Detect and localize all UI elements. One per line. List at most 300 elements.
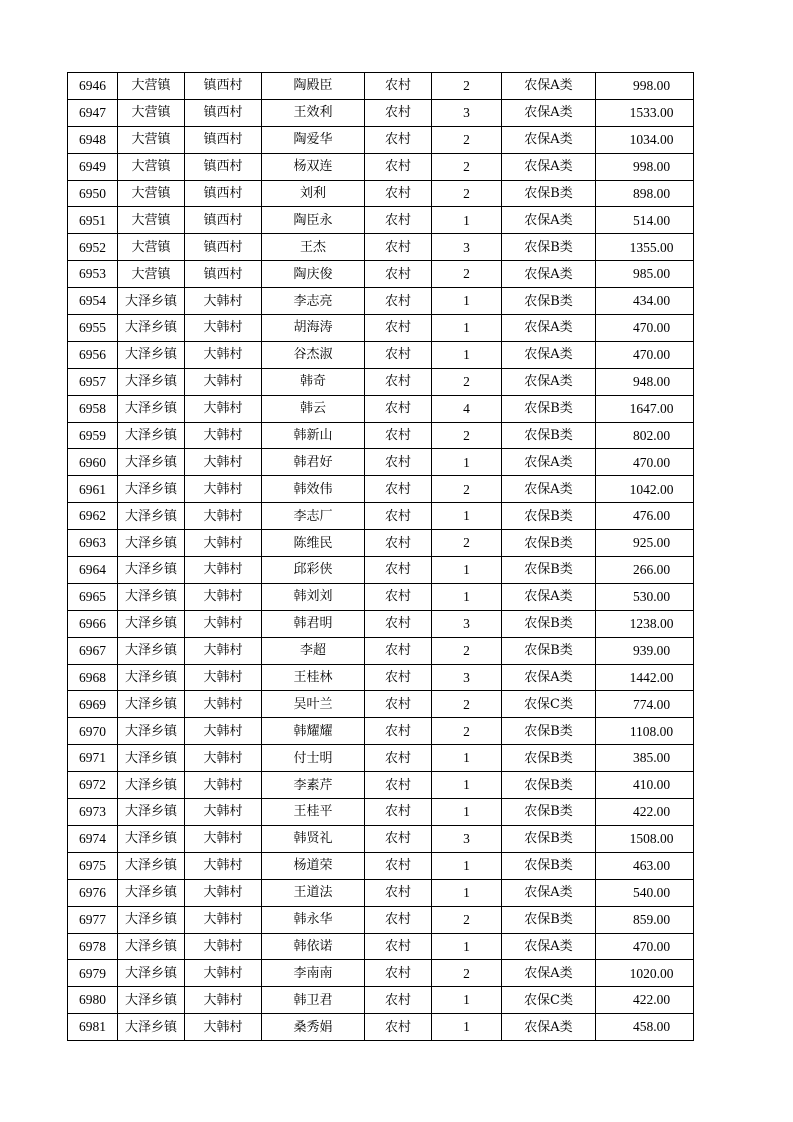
person-name-cell: 杨道荣 [262,852,365,879]
person-name-cell: 王桂平 [262,799,365,826]
row-id-cell: 6958 [68,395,118,422]
household-count-cell: 1 [432,745,502,772]
household-count-cell: 2 [432,960,502,987]
row-id-cell: 6974 [68,825,118,852]
table-row [68,476,694,503]
person-name-cell: 王桂林 [262,664,365,691]
row-id-cell: 6946 [68,73,118,100]
row-id-cell: 6980 [68,987,118,1014]
table-row [68,503,694,530]
village-cell: 大韩村 [185,341,262,368]
category-cell: 农保B类 [502,503,596,530]
town-cell: 大泽乡镇 [118,799,185,826]
row-id-cell: 6949 [68,153,118,180]
village-cell: 大韩村 [185,503,262,530]
household-count-cell: 1 [432,288,502,315]
amount-cell: 1355.00 [596,234,694,261]
person-name-cell: 李志厂 [262,503,365,530]
person-name-cell: 胡海涛 [262,315,365,342]
town-cell: 大泽乡镇 [118,530,185,557]
household-count-cell: 1 [432,341,502,368]
amount-cell: 540.00 [596,879,694,906]
category-cell: 农保B类 [502,637,596,664]
area-type-cell: 农村 [365,664,432,691]
town-cell: 大营镇 [118,126,185,153]
person-name-cell: 王杰 [262,234,365,261]
town-cell: 大营镇 [118,261,185,288]
village-cell: 大韩村 [185,288,262,315]
category-cell: 农保B类 [502,530,596,557]
household-count-cell: 1 [432,799,502,826]
town-cell: 大泽乡镇 [118,637,185,664]
category-cell: 农保B类 [502,557,596,584]
person-name-cell: 韩卫君 [262,987,365,1014]
person-name-cell: 韩君明 [262,610,365,637]
village-cell: 大韩村 [185,664,262,691]
row-id-cell: 6960 [68,449,118,476]
amount-cell: 774.00 [596,691,694,718]
amount-cell: 470.00 [596,341,694,368]
table-row [68,825,694,852]
village-cell: 大韩村 [185,825,262,852]
category-cell: 农保B类 [502,288,596,315]
area-type-cell: 农村 [365,153,432,180]
person-name-cell: 桑秀娟 [262,1014,365,1041]
household-count-cell: 3 [432,99,502,126]
town-cell: 大泽乡镇 [118,852,185,879]
town-cell: 大泽乡镇 [118,368,185,395]
town-cell: 大泽乡镇 [118,691,185,718]
table-row [68,234,694,261]
amount-cell: 1238.00 [596,610,694,637]
table-row [68,449,694,476]
area-type-cell: 农村 [365,718,432,745]
town-cell: 大泽乡镇 [118,960,185,987]
town-cell: 大泽乡镇 [118,610,185,637]
row-id-cell: 6973 [68,799,118,826]
area-type-cell: 农村 [365,99,432,126]
area-type-cell: 农村 [365,476,432,503]
person-name-cell: 陈维民 [262,530,365,557]
household-count-cell: 2 [432,530,502,557]
village-cell: 大韩村 [185,583,262,610]
table-row [68,180,694,207]
category-cell: 农保C类 [502,987,596,1014]
town-cell: 大营镇 [118,73,185,100]
row-id-cell: 6952 [68,234,118,261]
household-count-cell: 1 [432,772,502,799]
table-row [68,315,694,342]
category-cell: 农保B类 [502,422,596,449]
table-row [68,960,694,987]
table-row [68,557,694,584]
amount-cell: 1108.00 [596,718,694,745]
amount-cell: 1508.00 [596,825,694,852]
table-row [68,583,694,610]
table-row [68,906,694,933]
household-count-cell: 1 [432,207,502,234]
household-count-cell: 2 [432,476,502,503]
household-count-cell: 2 [432,422,502,449]
row-id-cell: 6966 [68,610,118,637]
village-cell: 大韩村 [185,422,262,449]
area-type-cell: 农村 [365,180,432,207]
household-count-cell: 2 [432,368,502,395]
row-id-cell: 6950 [68,180,118,207]
row-id-cell: 6979 [68,960,118,987]
household-count-cell: 2 [432,180,502,207]
row-id-cell: 6978 [68,933,118,960]
table-row [68,610,694,637]
row-id-cell: 6956 [68,341,118,368]
row-id-cell: 6970 [68,718,118,745]
amount-cell: 410.00 [596,772,694,799]
amount-cell: 1533.00 [596,99,694,126]
table-row [68,73,694,100]
category-cell: 农保B类 [502,718,596,745]
town-cell: 大泽乡镇 [118,288,185,315]
town-cell: 大泽乡镇 [118,1014,185,1041]
area-type-cell: 农村 [365,745,432,772]
category-cell: 农保B类 [502,799,596,826]
beneficiary-table [67,72,694,1041]
town-cell: 大泽乡镇 [118,583,185,610]
table-row [68,637,694,664]
person-name-cell: 韩贤礼 [262,825,365,852]
row-id-cell: 6971 [68,745,118,772]
village-cell: 镇西村 [185,261,262,288]
village-cell: 大韩村 [185,799,262,826]
amount-cell: 470.00 [596,933,694,960]
household-count-cell: 1 [432,315,502,342]
town-cell: 大泽乡镇 [118,315,185,342]
table-row [68,126,694,153]
table-row [68,341,694,368]
table-row [68,745,694,772]
table-row [68,1014,694,1041]
row-id-cell: 6968 [68,664,118,691]
village-cell: 大韩村 [185,395,262,422]
household-count-cell: 2 [432,906,502,933]
area-type-cell: 农村 [365,449,432,476]
amount-cell: 859.00 [596,906,694,933]
table-row [68,933,694,960]
amount-cell: 898.00 [596,180,694,207]
category-cell: 农保B类 [502,745,596,772]
category-cell: 农保B类 [502,772,596,799]
area-type-cell: 农村 [365,557,432,584]
village-cell: 大韩村 [185,691,262,718]
amount-cell: 530.00 [596,583,694,610]
village-cell: 大韩村 [185,745,262,772]
area-type-cell: 农村 [365,288,432,315]
area-type-cell: 农村 [365,799,432,826]
row-id-cell: 6953 [68,261,118,288]
row-id-cell: 6962 [68,503,118,530]
village-cell: 大韩村 [185,557,262,584]
village-cell: 镇西村 [185,126,262,153]
town-cell: 大泽乡镇 [118,879,185,906]
category-cell: 农保A类 [502,207,596,234]
area-type-cell: 农村 [365,422,432,449]
town-cell: 大泽乡镇 [118,772,185,799]
person-name-cell: 李志亮 [262,288,365,315]
person-name-cell: 杨双连 [262,153,365,180]
category-cell: 农保A类 [502,879,596,906]
category-cell: 农保A类 [502,261,596,288]
household-count-cell: 2 [432,261,502,288]
table-row [68,395,694,422]
person-name-cell: 陶殿臣 [262,73,365,100]
person-name-cell: 韩君好 [262,449,365,476]
amount-cell: 470.00 [596,315,694,342]
row-id-cell: 6976 [68,879,118,906]
amount-cell: 1042.00 [596,476,694,503]
amount-cell: 514.00 [596,207,694,234]
village-cell: 镇西村 [185,153,262,180]
row-id-cell: 6964 [68,557,118,584]
category-cell: 农保A类 [502,476,596,503]
person-name-cell: 陶臣永 [262,207,365,234]
village-cell: 大韩村 [185,933,262,960]
row-id-cell: 6975 [68,852,118,879]
area-type-cell: 农村 [365,530,432,557]
household-count-cell: 1 [432,879,502,906]
table-row [68,664,694,691]
town-cell: 大泽乡镇 [118,718,185,745]
row-id-cell: 6961 [68,476,118,503]
town-cell: 大泽乡镇 [118,933,185,960]
village-cell: 大韩村 [185,879,262,906]
person-name-cell: 王道法 [262,879,365,906]
area-type-cell: 农村 [365,879,432,906]
household-count-cell: 3 [432,234,502,261]
category-cell: 农保B类 [502,180,596,207]
area-type-cell: 农村 [365,906,432,933]
table-row [68,261,694,288]
town-cell: 大泽乡镇 [118,422,185,449]
amount-cell: 463.00 [596,852,694,879]
amount-cell: 1034.00 [596,126,694,153]
amount-cell: 1020.00 [596,960,694,987]
category-cell: 农保A类 [502,153,596,180]
household-count-cell: 2 [432,126,502,153]
village-cell: 大韩村 [185,637,262,664]
village-cell: 大韩村 [185,772,262,799]
amount-cell: 939.00 [596,637,694,664]
village-cell: 镇西村 [185,99,262,126]
person-name-cell: 邱彩侠 [262,557,365,584]
household-count-cell: 2 [432,718,502,745]
amount-cell: 1647.00 [596,395,694,422]
amount-cell: 998.00 [596,153,694,180]
amount-cell: 476.00 [596,503,694,530]
person-name-cell: 韩效伟 [262,476,365,503]
table-row [68,799,694,826]
category-cell: 农保C类 [502,691,596,718]
table-row [68,99,694,126]
household-count-cell: 3 [432,664,502,691]
row-id-cell: 6948 [68,126,118,153]
amount-cell: 458.00 [596,1014,694,1041]
category-cell: 农保A类 [502,315,596,342]
village-cell: 大韩村 [185,368,262,395]
table-row [68,368,694,395]
village-cell: 大韩村 [185,530,262,557]
person-name-cell: 吴叶兰 [262,691,365,718]
amount-cell: 998.00 [596,73,694,100]
area-type-cell: 农村 [365,583,432,610]
household-count-cell: 2 [432,153,502,180]
amount-cell: 802.00 [596,422,694,449]
town-cell: 大泽乡镇 [118,449,185,476]
category-cell: 农保A类 [502,449,596,476]
village-cell: 镇西村 [185,180,262,207]
table-row [68,772,694,799]
area-type-cell: 农村 [365,637,432,664]
table-row [68,288,694,315]
household-count-cell: 1 [432,583,502,610]
table-row [68,691,694,718]
person-name-cell: 谷杰淑 [262,341,365,368]
village-cell: 大韩村 [185,315,262,342]
village-cell: 大韩村 [185,610,262,637]
town-cell: 大泽乡镇 [118,825,185,852]
table-row [68,718,694,745]
area-type-cell: 农村 [365,825,432,852]
household-count-cell: 1 [432,503,502,530]
household-count-cell: 1 [432,987,502,1014]
amount-cell: 434.00 [596,288,694,315]
area-type-cell: 农村 [365,234,432,261]
category-cell: 农保A类 [502,368,596,395]
person-name-cell: 韩依诺 [262,933,365,960]
person-name-cell: 韩永华 [262,906,365,933]
person-name-cell: 李素芹 [262,772,365,799]
area-type-cell: 农村 [365,73,432,100]
row-id-cell: 6951 [68,207,118,234]
person-name-cell: 陶爱华 [262,126,365,153]
household-count-cell: 1 [432,557,502,584]
amount-cell: 985.00 [596,261,694,288]
area-type-cell: 农村 [365,207,432,234]
village-cell: 镇西村 [185,73,262,100]
area-type-cell: 农村 [365,691,432,718]
town-cell: 大泽乡镇 [118,745,185,772]
table-row [68,530,694,557]
village-cell: 大韩村 [185,476,262,503]
amount-cell: 385.00 [596,745,694,772]
household-count-cell: 2 [432,73,502,100]
category-cell: 农保B类 [502,395,596,422]
town-cell: 大营镇 [118,207,185,234]
amount-cell: 422.00 [596,987,694,1014]
area-type-cell: 农村 [365,772,432,799]
area-type-cell: 农村 [365,987,432,1014]
amount-cell: 422.00 [596,799,694,826]
amount-cell: 925.00 [596,530,694,557]
category-cell: 农保A类 [502,664,596,691]
category-cell: 农保B类 [502,825,596,852]
town-cell: 大营镇 [118,234,185,261]
town-cell: 大营镇 [118,180,185,207]
person-name-cell: 韩奇 [262,368,365,395]
row-id-cell: 6955 [68,315,118,342]
row-id-cell: 6957 [68,368,118,395]
row-id-cell: 6965 [68,583,118,610]
household-count-cell: 2 [432,691,502,718]
area-type-cell: 农村 [365,261,432,288]
area-type-cell: 农村 [365,852,432,879]
area-type-cell: 农村 [365,610,432,637]
village-cell: 镇西村 [185,207,262,234]
category-cell: 农保B类 [502,234,596,261]
table-row [68,852,694,879]
village-cell: 大韩村 [185,987,262,1014]
town-cell: 大泽乡镇 [118,664,185,691]
area-type-cell: 农村 [365,368,432,395]
amount-cell: 266.00 [596,557,694,584]
category-cell: 农保B类 [502,610,596,637]
town-cell: 大泽乡镇 [118,557,185,584]
amount-cell: 948.00 [596,368,694,395]
row-id-cell: 6969 [68,691,118,718]
village-cell: 大韩村 [185,852,262,879]
category-cell: 农保A类 [502,933,596,960]
household-count-cell: 1 [432,449,502,476]
row-id-cell: 6954 [68,288,118,315]
household-count-cell: 1 [432,933,502,960]
town-cell: 大营镇 [118,153,185,180]
area-type-cell: 农村 [365,395,432,422]
household-count-cell: 1 [432,852,502,879]
household-count-cell: 1 [432,1014,502,1041]
village-cell: 大韩村 [185,1014,262,1041]
village-cell: 大韩村 [185,718,262,745]
person-name-cell: 刘利 [262,180,365,207]
row-id-cell: 6963 [68,530,118,557]
person-name-cell: 陶庆俊 [262,261,365,288]
person-name-cell: 付士明 [262,745,365,772]
town-cell: 大泽乡镇 [118,503,185,530]
area-type-cell: 农村 [365,1014,432,1041]
row-id-cell: 6959 [68,422,118,449]
table-row [68,879,694,906]
category-cell: 农保A类 [502,73,596,100]
category-cell: 农保A类 [502,1014,596,1041]
town-cell: 大泽乡镇 [118,395,185,422]
village-cell: 镇西村 [185,234,262,261]
town-cell: 大泽乡镇 [118,341,185,368]
table-row [68,153,694,180]
category-cell: 农保A类 [502,99,596,126]
category-cell: 农保B类 [502,852,596,879]
table-row [68,987,694,1014]
category-cell: 农保B类 [502,906,596,933]
person-name-cell: 韩刘刘 [262,583,365,610]
person-name-cell: 韩耀耀 [262,718,365,745]
table-row [68,422,694,449]
area-type-cell: 农村 [365,126,432,153]
person-name-cell: 韩云 [262,395,365,422]
village-cell: 大韩村 [185,906,262,933]
person-name-cell: 韩新山 [262,422,365,449]
category-cell: 农保A类 [502,583,596,610]
amount-cell: 470.00 [596,449,694,476]
amount-cell: 1442.00 [596,664,694,691]
person-name-cell: 王效利 [262,99,365,126]
table-body [68,73,694,1041]
